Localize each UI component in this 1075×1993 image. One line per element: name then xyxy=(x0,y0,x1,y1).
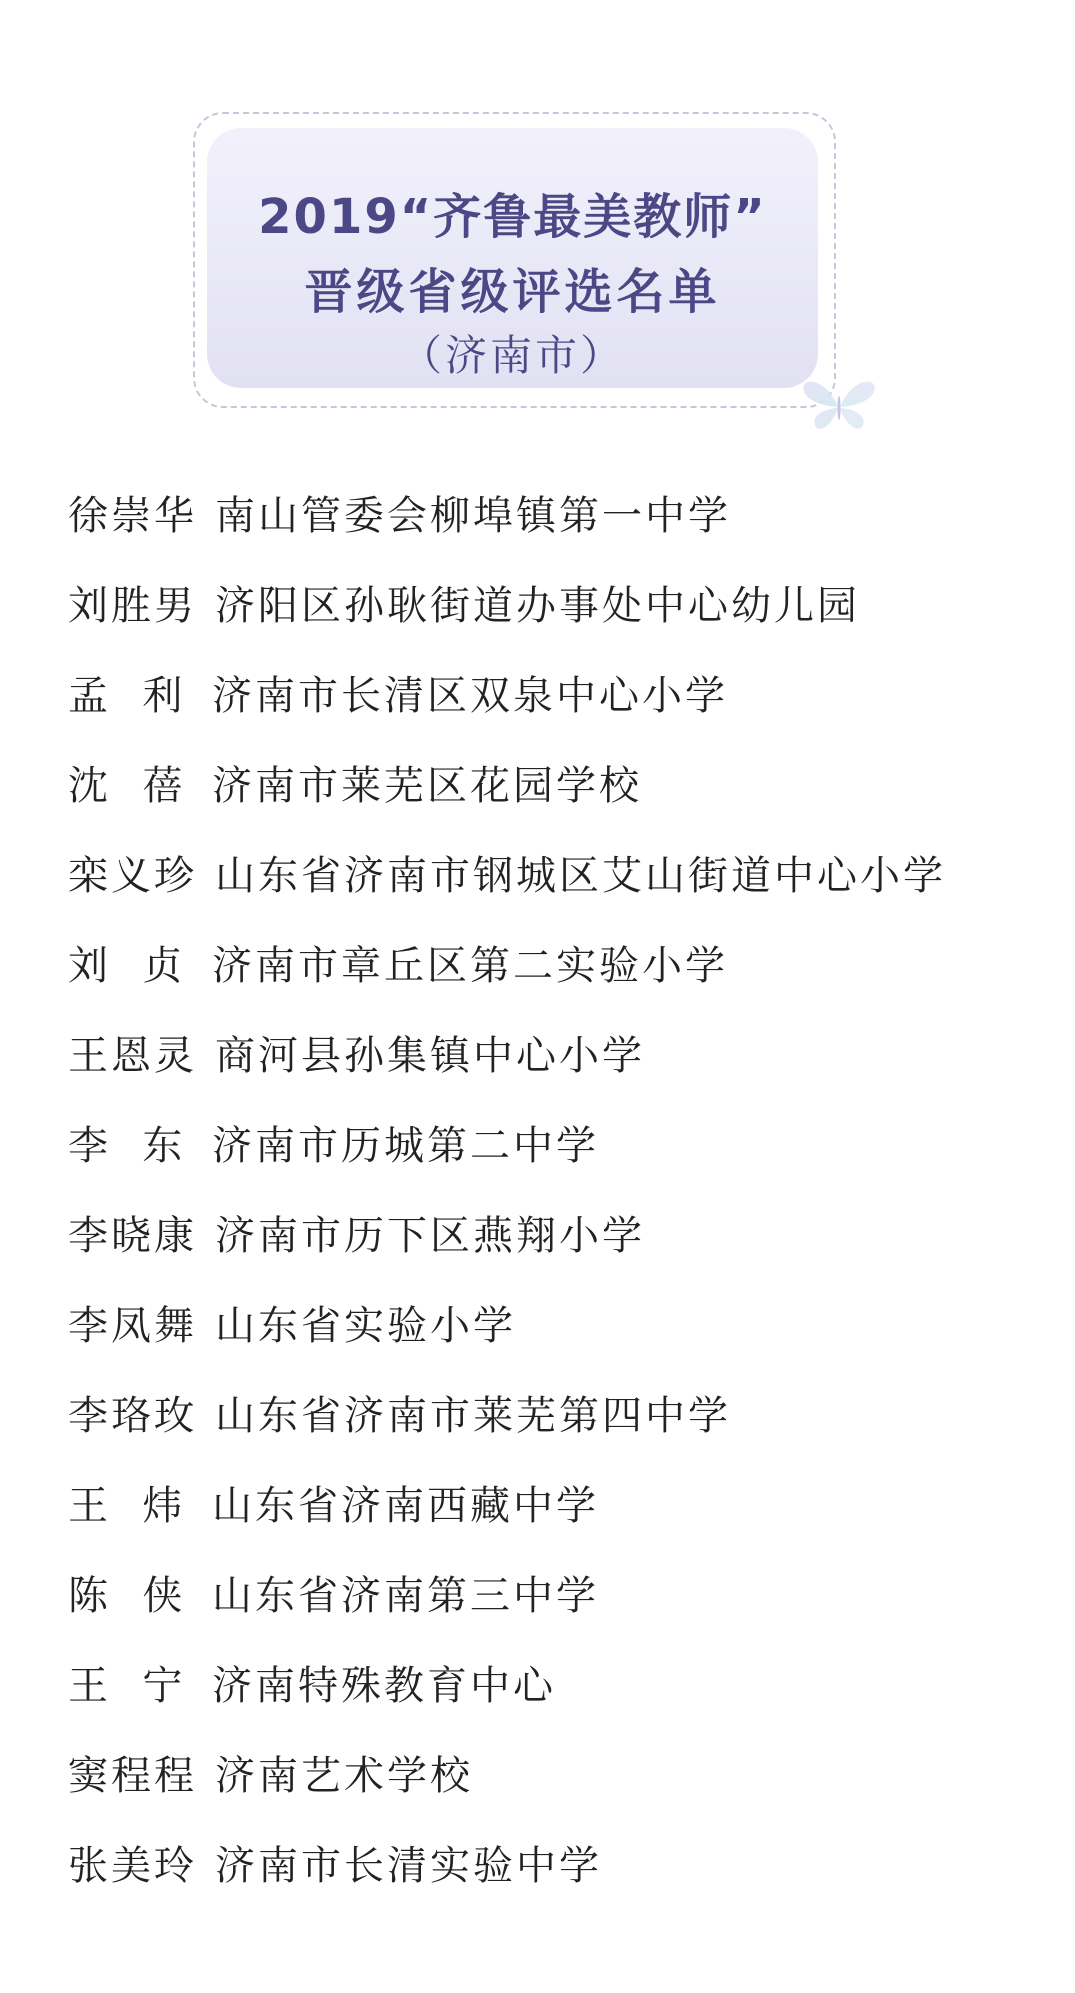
teacher-name: 李珞玫 xyxy=(68,1393,197,1439)
school-name: 山东省济南第三中学 xyxy=(212,1573,599,1619)
list-item xyxy=(68,579,946,669)
honoree-list xyxy=(68,489,946,1929)
list-item xyxy=(68,1389,946,1479)
list-item xyxy=(68,1299,946,1389)
teacher-name: 栾义珍 xyxy=(68,853,197,899)
school-name: 济南市莱芜区花园学校 xyxy=(212,763,642,809)
title-line-city: （济南市） xyxy=(399,331,625,380)
teacher-name: 刘胜男 xyxy=(68,583,197,629)
teacher-name: 陈 侠 xyxy=(68,1573,186,1619)
teacher-name: 张美玲 xyxy=(68,1843,197,1889)
school-name: 商河县孙集镇中心小学 xyxy=(215,1033,645,1079)
teacher-name: 王恩灵 xyxy=(68,1033,197,1079)
teacher-name: 徐崇华 xyxy=(68,493,197,539)
butterfly-icon xyxy=(800,375,878,435)
school-name: 济南市历下区燕翔小学 xyxy=(215,1213,645,1259)
school-name: 山东省济南西藏中学 xyxy=(212,1483,599,1529)
teacher-name: 王 炜 xyxy=(68,1483,186,1529)
list-item xyxy=(68,1659,946,1749)
list-item xyxy=(68,759,946,849)
list-item xyxy=(68,1839,946,1929)
teacher-name: 孟 利 xyxy=(68,673,186,719)
school-name: 济南艺术学校 xyxy=(215,1753,473,1799)
teacher-name: 李晓康 xyxy=(68,1213,197,1259)
list-item xyxy=(68,1749,946,1839)
school-name: 济南市章丘区第二实验小学 xyxy=(212,943,728,989)
teacher-name: 沈 蓓 xyxy=(68,763,186,809)
teacher-name: 李 东 xyxy=(68,1123,186,1169)
title-card xyxy=(193,112,836,408)
school-name: 济阳区孙耿街道办事处中心幼儿园 xyxy=(215,583,860,629)
school-name: 山东省济南市钢城区艾山街道中心小学 xyxy=(215,853,946,899)
title-line-list: 晋级省级评选名单 xyxy=(304,264,721,320)
teacher-name: 窦程程 xyxy=(68,1753,197,1799)
title-panel xyxy=(207,128,818,388)
list-item xyxy=(68,1119,946,1209)
list-item xyxy=(68,1029,946,1119)
school-name: 济南市历城第二中学 xyxy=(212,1123,599,1169)
list-item xyxy=(68,1209,946,1299)
title-line-year: 2019“齐鲁最美教师” xyxy=(258,189,767,245)
teacher-name: 王 宁 xyxy=(68,1663,186,1709)
school-name: 南山管委会柳埠镇第一中学 xyxy=(215,493,731,539)
list-item xyxy=(68,489,946,579)
list-item xyxy=(68,669,946,759)
teacher-name: 刘 贞 xyxy=(68,943,186,989)
school-name: 山东省实验小学 xyxy=(215,1303,516,1349)
list-item xyxy=(68,939,946,1029)
list-item xyxy=(68,1479,946,1569)
school-name: 济南特殊教育中心 xyxy=(212,1663,556,1709)
list-item xyxy=(68,1569,946,1659)
school-name: 山东省济南市莱芜第四中学 xyxy=(215,1393,731,1439)
teacher-name: 李凤舞 xyxy=(68,1303,197,1349)
school-name: 济南市长清实验中学 xyxy=(215,1843,602,1889)
school-name: 济南市长清区双泉中心小学 xyxy=(212,673,728,719)
list-item xyxy=(68,849,946,939)
